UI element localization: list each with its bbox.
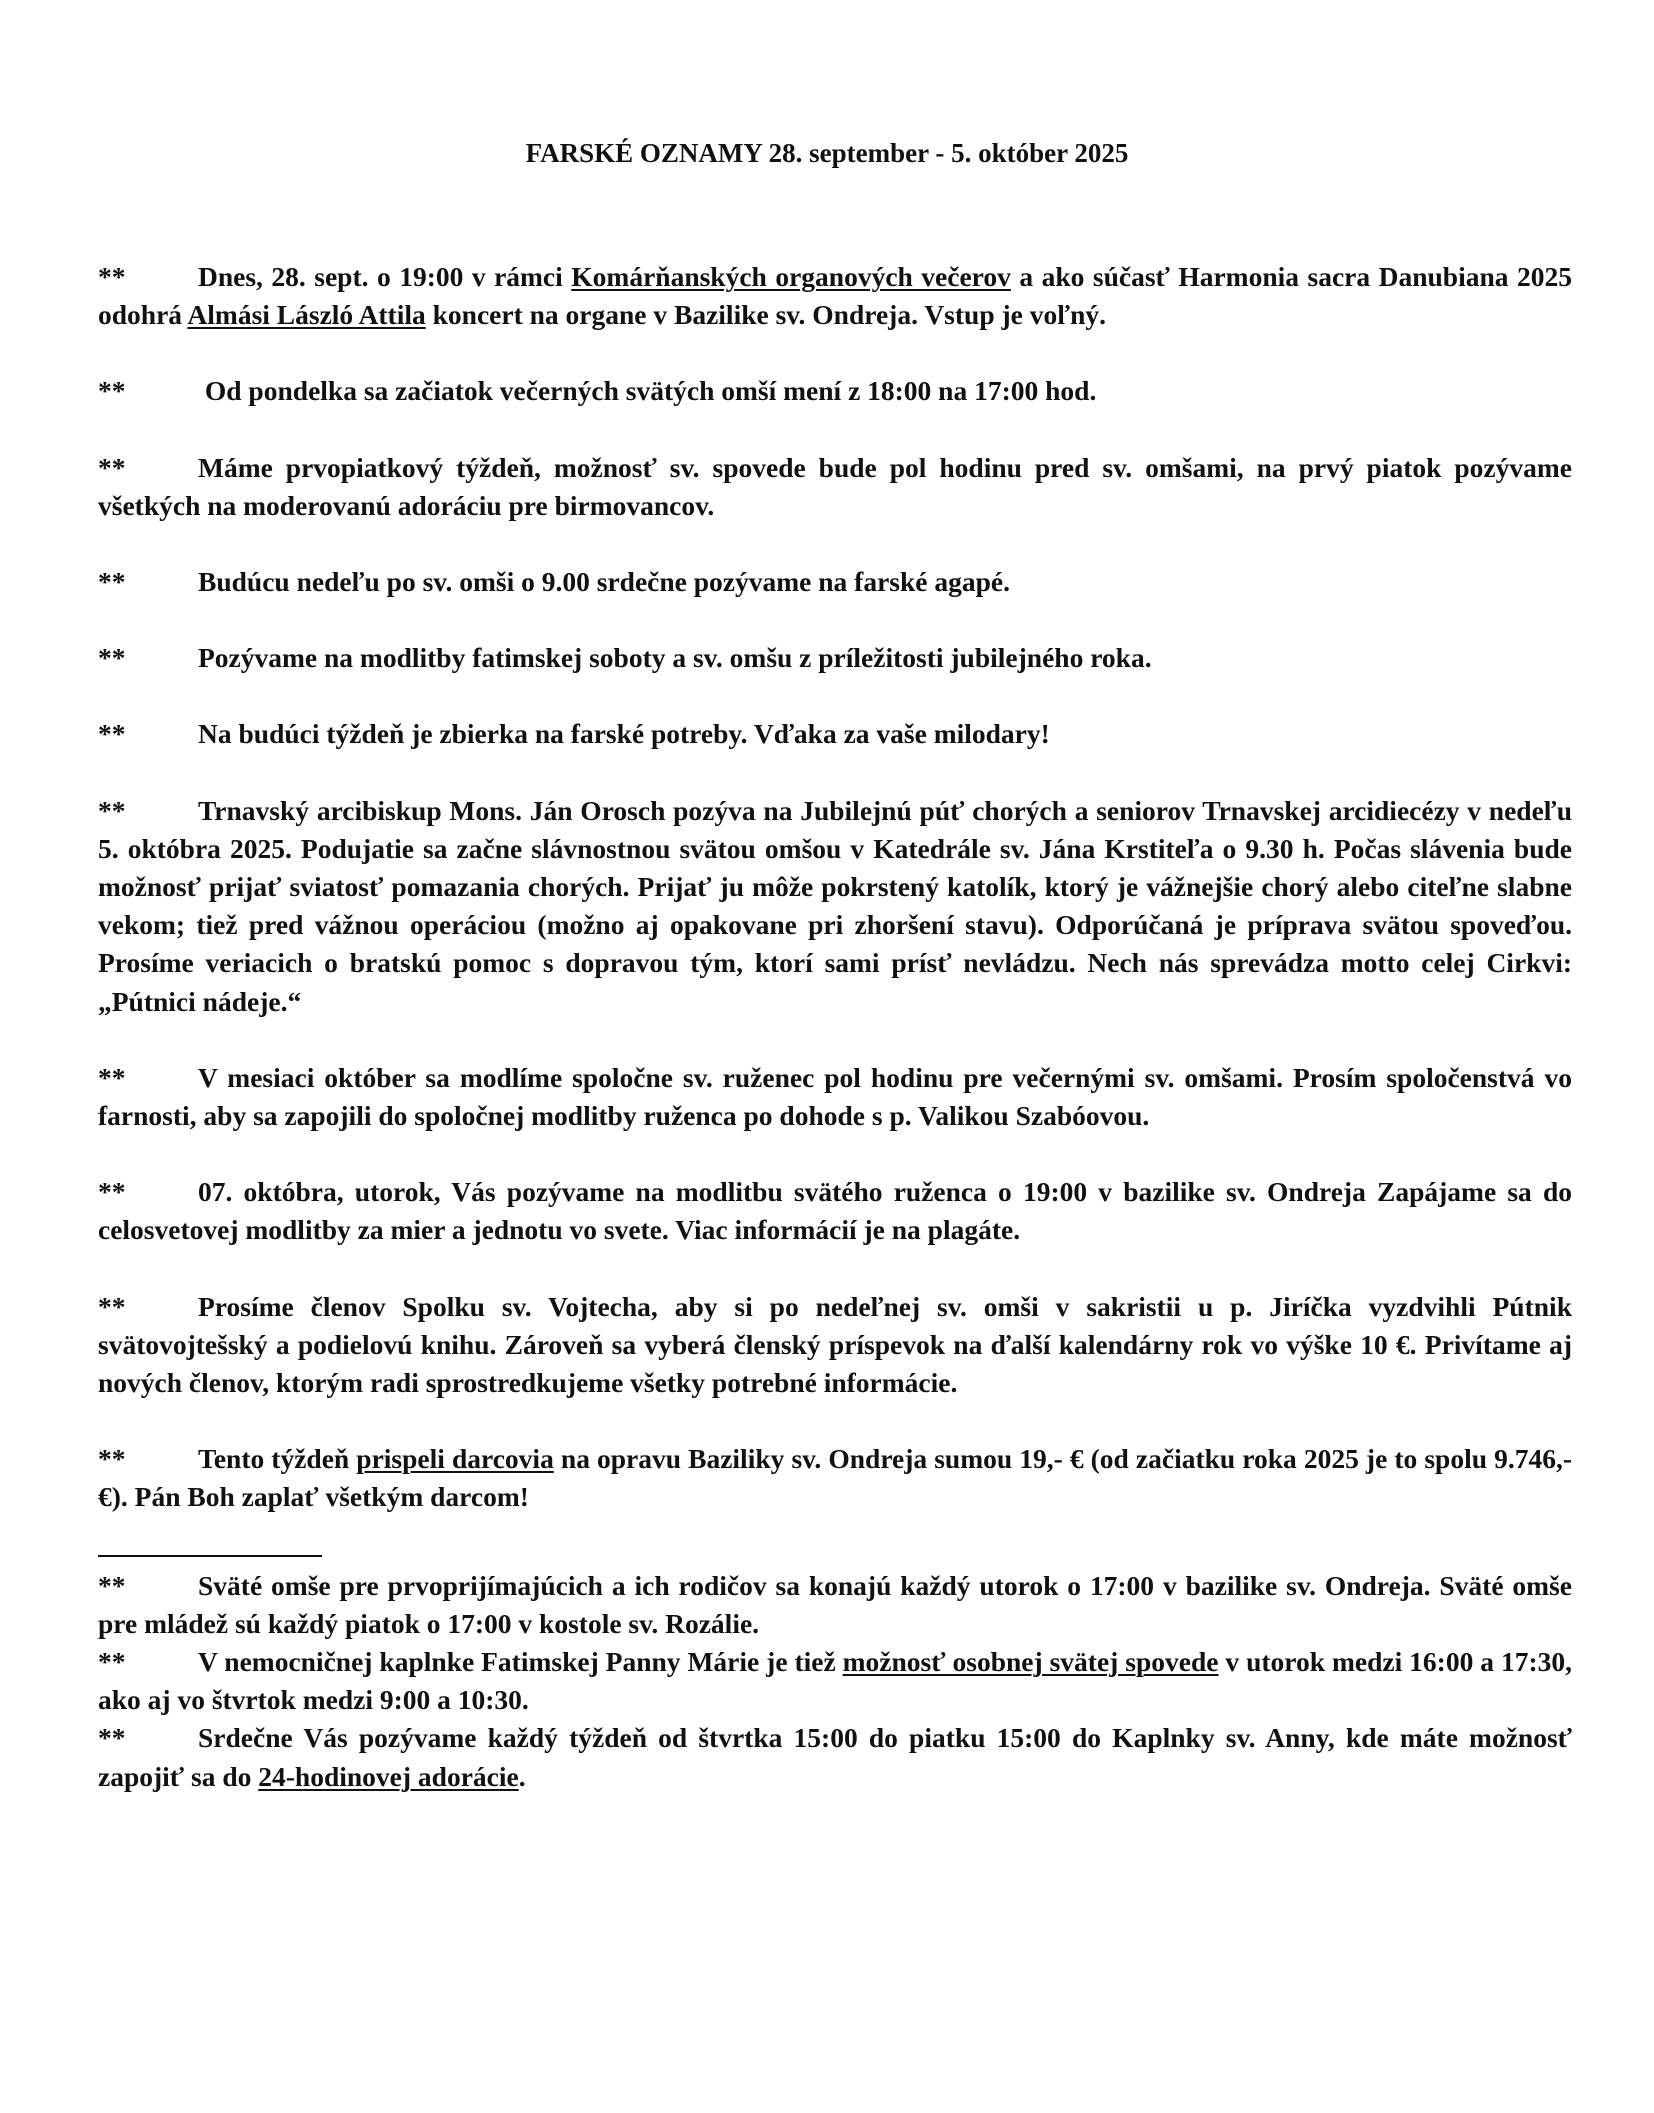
- announcement: [98, 1288, 1572, 1403]
- bullet-asterisks: **: [98, 1176, 126, 1208]
- bullet-asterisks: **: [98, 1646, 126, 1678]
- paragraph-text: V mesiaci október sa modlíme spoločne sv. ruženec pol hodinu pre večernými sv. omšami. Prosím spoločenstvá vo farnosti, aby sa zapojili do spoločnej modlitby ruženca po dohode s p. Valikou Szabóovou.: [98, 1061, 1572, 1132]
- bullet-asterisks: **: [98, 1722, 126, 1754]
- announcement: [98, 372, 1572, 410]
- underlined-text: prispeli darcovia: [356, 1443, 554, 1475]
- bullet-asterisks: **: [98, 1290, 126, 1322]
- announcement-list: [98, 258, 1572, 1517]
- announcements-body: [98, 258, 1572, 1796]
- paragraph-text: Dnes, 28. sept. o 19:00 v rámci: [198, 261, 572, 292]
- announcement: [98, 449, 1572, 525]
- regular-notice: [98, 1643, 1572, 1719]
- bullet-asterisks: **: [98, 642, 126, 674]
- bullet-asterisks: **: [98, 451, 126, 483]
- paragraph-text: .: [518, 1760, 526, 1792]
- underlined-text: Almási László Attila: [187, 299, 426, 331]
- underlined-text: 24-hodinovej adorácie: [258, 1760, 519, 1792]
- underlined-text: Komárňanských organových večerov: [571, 261, 1011, 292]
- paragraph-text: Sväté omše pre prvoprijímajúcich a ich rodičov sa konajú každý utorok o 17:00 v bazilike sv. Ondreja. Sväté omše pre mládež sú každý piatok o 17:00 v kostole sv. Rozálie.: [98, 1569, 1572, 1639]
- document-title: FARSKÉ OZNAMY 28. september - 5. október 2025: [525, 138, 1129, 168]
- regular-notices-list: [98, 1567, 1572, 1796]
- paragraph-text: na opravu Baziliky sv. Ondreja sumou 19,- € (od začiatku roka 2025 je to spolu 9.746,- €). Pán Boh zaplať všetkým darcom!: [98, 1443, 1572, 1513]
- announcement: [98, 792, 1572, 1021]
- paragraph-text: Prosíme členov Spolku sv. Vojtecha, aby si po nedeľnej sv. omši v sakristii u p. Jiríčka vyzdvihli Pútnik svätovojtešský a podielovú knihu. Zároveň sa vyberá členský príspevok na ďalší kalendárny rok vo výške 10 €. Privítame aj nových členov, ktorým radi sprostredkujeme všetky potrebné informácie.: [98, 1290, 1572, 1399]
- underlined-text: možnosť osobnej svätej spovede: [842, 1646, 1219, 1678]
- paragraph-text: Budúcu nedeľu po sv. omši o 9.00 srdečne pozývame na farské agapé.: [198, 566, 1010, 598]
- bullet-asterisks: **: [98, 566, 126, 598]
- paragraph-text: Na budúci týždeň je zbierka na farské potreby. Vďaka za vaše milodary!: [198, 718, 1050, 750]
- paragraph-text: Trnavský arcibiskup Mons. Ján Orosch pozýva na Jubilejnú púť chorých a seniorov Trnavskej arcidiecézy v nedeľu 5. októbra 2025. Podujatie sa začne slávnostnou svätou omšou v Katedrále sv. Jána Krstiteľa o 9.30 h. Počas slávenia bude možnosť prijať sviatosť pomazania chorých. Prijať ju môže pokrstený katolík, ktorý je vážnejšie chorý alebo citeľne slabne vekom; tiež pred vážnou operáciou (možno aj opakovane pri zhoršení stavu). Odporúčaná je príprava svätou spoveďou. Prosíme veriacich o bratskú pomoc s dopravou tým, ktorí sami prísť nevládzu. Nech nás sprevádza motto celej Cirkvi: „Pútnici nádeje.“: [98, 794, 1572, 1017]
- announcement: [98, 563, 1572, 601]
- announcement: [98, 1173, 1572, 1249]
- announcement: [98, 639, 1572, 677]
- paragraph-text: koncert na organe v Bazilike sv. Ondreja. Vstup je voľný.: [425, 299, 1107, 331]
- regular-notice: [98, 1719, 1572, 1795]
- paragraph-text: Od pondelka sa začiatok večerných svätých omší mení z 18:00 na 17:00 hod.: [198, 375, 1097, 407]
- paragraph-text: V nemocničnej kaplnke Fatimskej Panny Márie je tiež: [198, 1646, 843, 1678]
- regular-notice: [98, 1567, 1572, 1643]
- paragraph-text: v utorok medzi 16:00 a 17:30, ako aj vo štvrtok medzi 9:00 a 10:30.: [98, 1646, 1572, 1716]
- paragraph-text: 07. októbra, utorok, Vás pozývame na modlitbu svätého ruženca o 19:00 v bazilike sv. Ondreja Zapájame sa do celosvetovej modlitby za mier a jednotu vo svete. Viac informácií je na plagáte.: [98, 1176, 1572, 1246]
- announcement: [98, 715, 1572, 753]
- bullet-asterisks: **: [98, 261, 126, 292]
- paragraph-text: Srdečne Vás pozývame každý týždeň od štvrtka 15:00 do piatku 15:00 do Kaplnky sv. Anny, kde máte možnosť zapojiť sa do: [98, 1722, 1572, 1792]
- announcement: [98, 258, 1572, 334]
- bullet-asterisks: **: [98, 1569, 126, 1601]
- paragraph-text: Tento týždeň: [198, 1443, 357, 1475]
- paragraph-text: Pozývame na modlitby fatimskej soboty a sv. omšu z príležitosti jubilejného roka.: [198, 642, 1152, 674]
- section-divider: [98, 1555, 322, 1557]
- bullet-asterisks: **: [98, 1443, 126, 1475]
- bullet-asterisks: **: [98, 1061, 126, 1093]
- announcement: [98, 1059, 1572, 1135]
- bullet-asterisks: **: [98, 718, 126, 750]
- bullet-asterisks: **: [98, 375, 126, 407]
- paragraph-text: a ako súčasť Harmonia sacra Danubiana 2025 odohrá: [98, 261, 1572, 331]
- bullet-asterisks: **: [98, 794, 126, 826]
- paragraph-text: Máme prvopiatkový týždeň, možnosť sv. spovede bude pol hodinu pred sv. omšami, na prvý piatok pozývame všetkých na moderovanú adoráciu pre birmovancov.: [98, 451, 1572, 521]
- announcement: [98, 1440, 1572, 1516]
